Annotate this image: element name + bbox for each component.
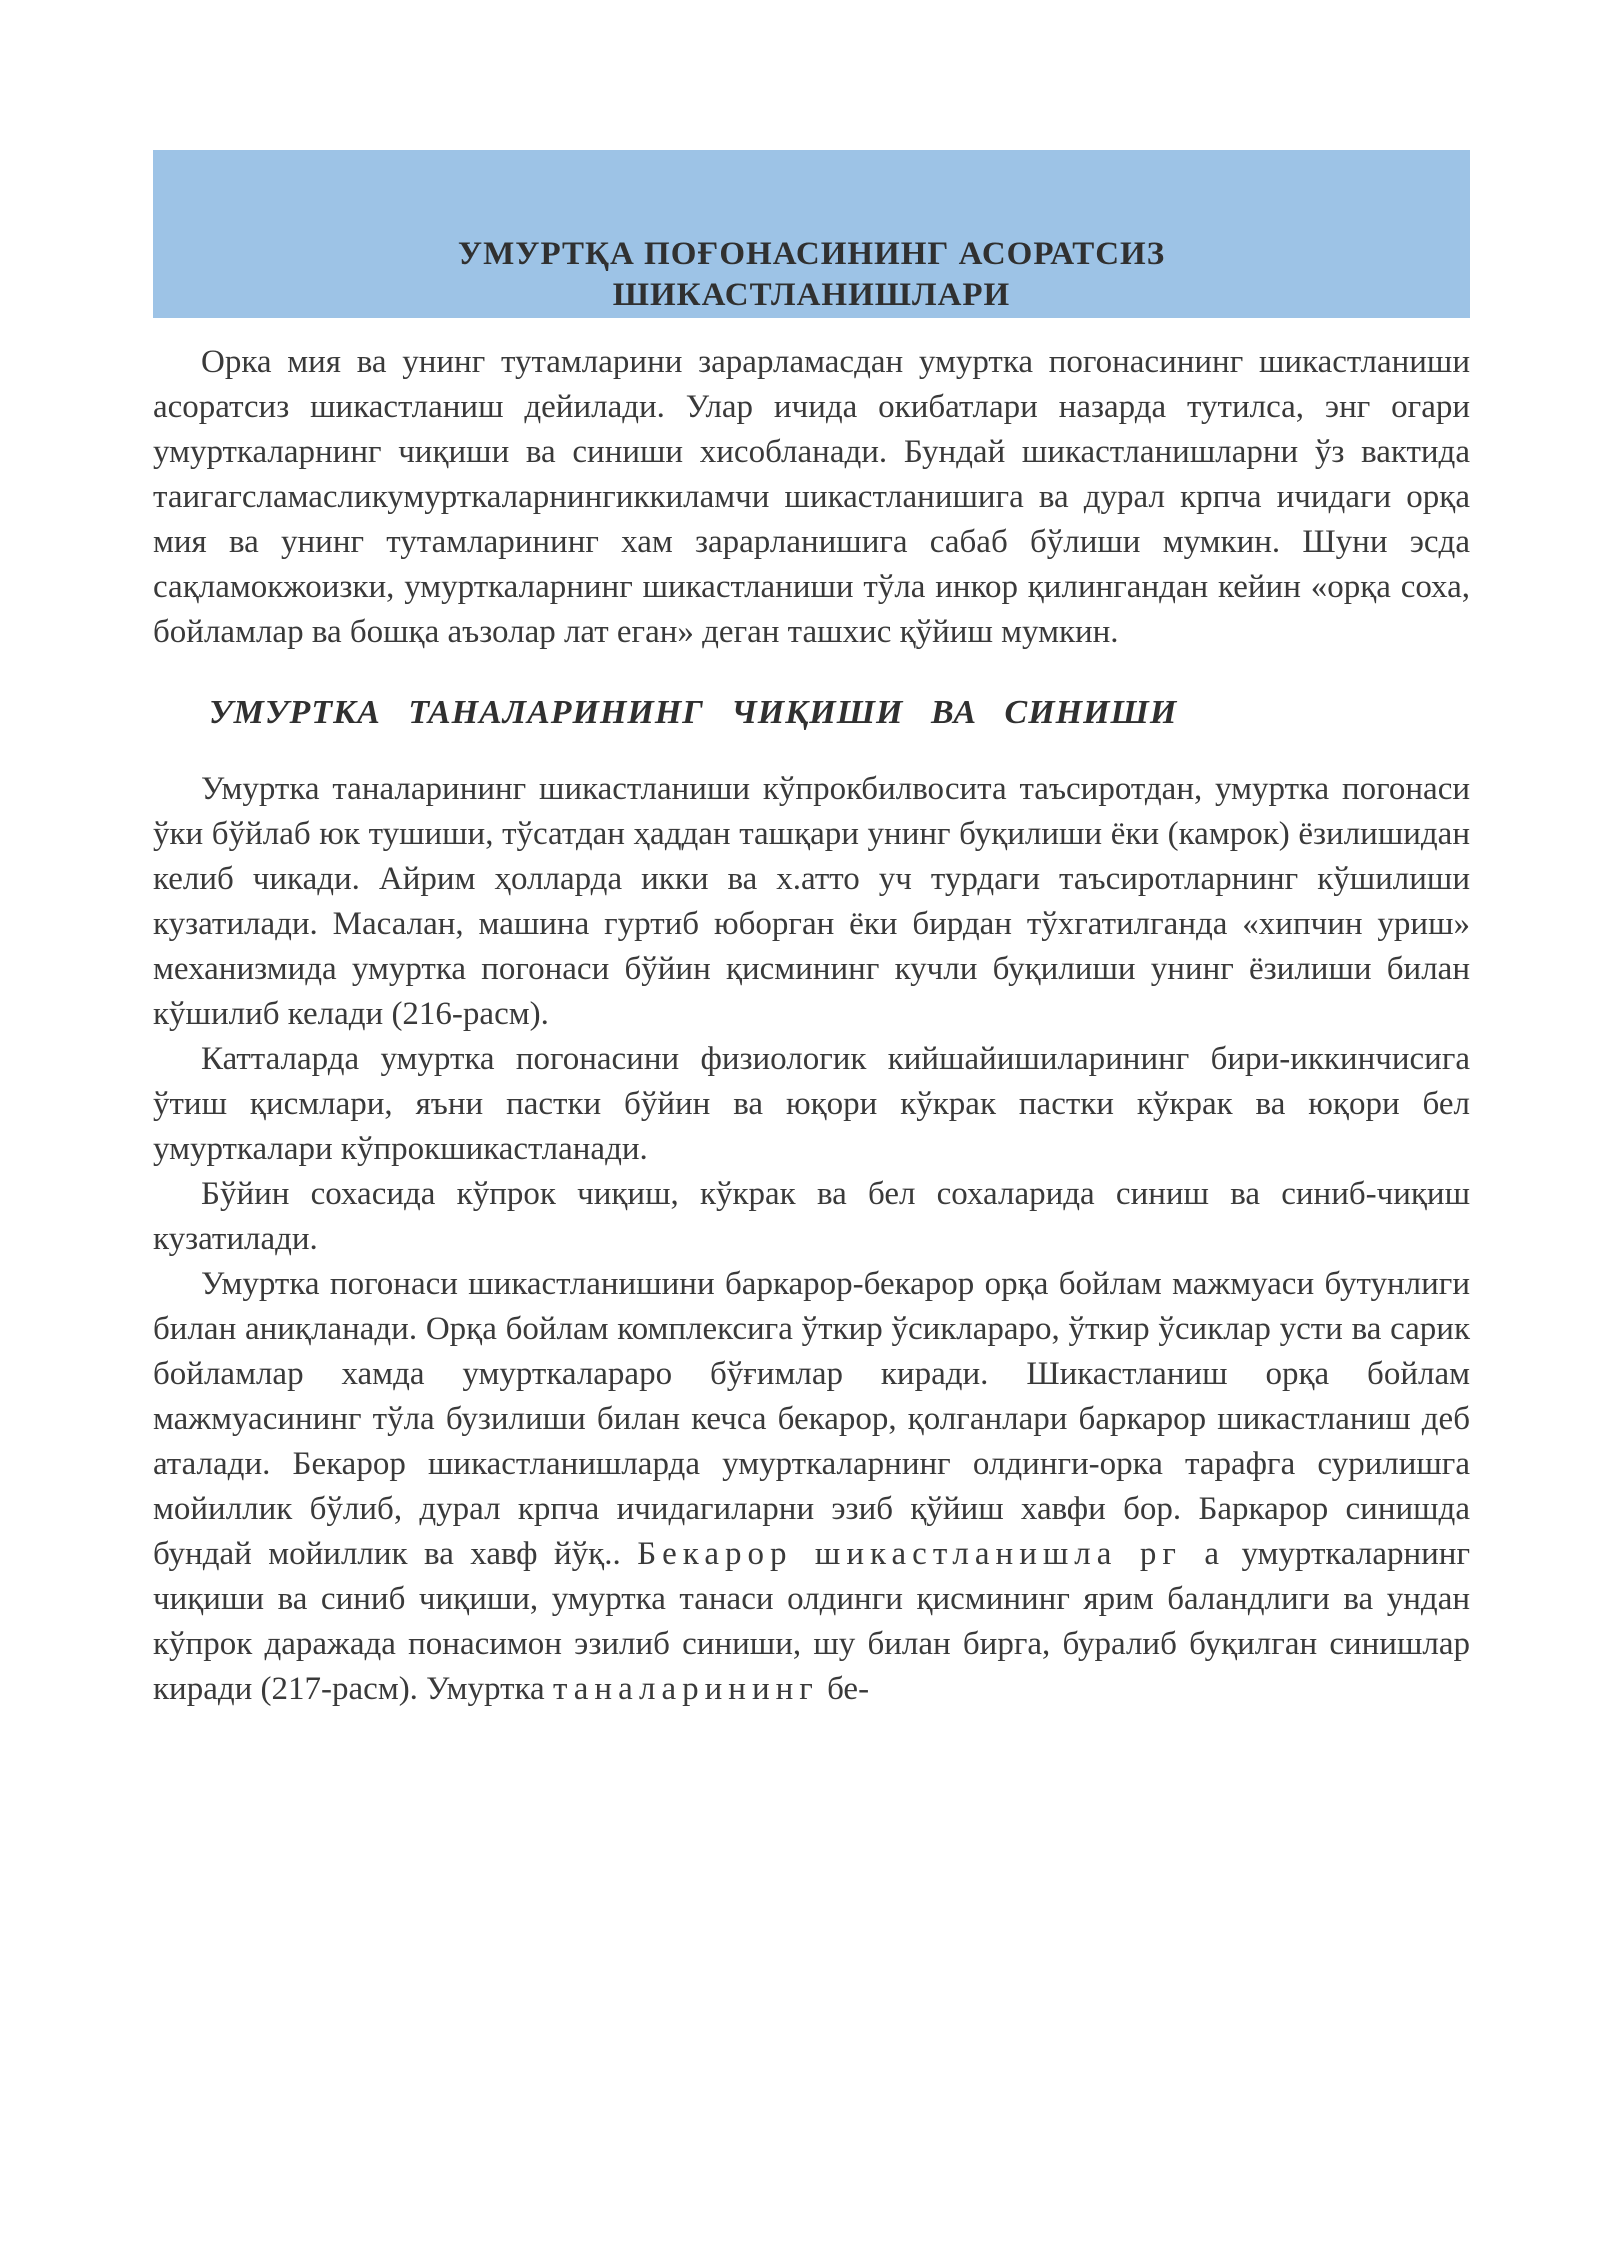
- paragraph-3: Бўйин сохасида кўпрок чиқиш, кўкрак ва бел сохаларида синиш ва синиб-чиқиш кузатилади.: [153, 1176, 1470, 1257]
- section-subheading: УМУРТКА ТАНАЛАРИНИНГ ЧИҚИШИ ВА СИНИШИ: [209, 694, 1178, 731]
- paragraph-2: Катталарда умуртка погонасини физиологик кийшайишиларининг бири-иккинчисига ўтиш қисмлари, яъни пастки бўйин ва юқори кўкрак пастки кўкрак ва юқори бел умурткалари кўпрокшикастланади.: [153, 1041, 1470, 1167]
- paragraph-1: Умуртка таналарининг шикастланиши кўпрокбилвосита таъсиротдан, умуртка погонаси ўки бўйлаб юк тушиши, тўсатдан ҳаддан ташқари унинг буқилиши ёки (камрок) ёзилишидан келиб чикади. Айрим ҳолларда икки ва х.атто уч турдаги таъсиротларнинг кўшилиши кузатилади. Масалан, машина гуртиб юборган ёки бирдан тўхгатилганда «хипчин уриш» механизмида умуртка погонаси бўйин қисмининг кучли буқилиши унинг ёзилиши билан кўшилиб келади (216-расм).: [153, 771, 1470, 1032]
- paragraph-4-spaced-1: Бекарор шикастланишла рг а: [637, 1536, 1225, 1572]
- document-page: [153, 150, 1470, 1712]
- paragraph-4-main: Умуртка погонаси шикастланишини баркарор-бекарор орқа бойлам мажмуаси бутунлиги билан аниқланади. Орқа бойлам комплексига ўткир ўсикларaро, ўткир ўсиклар усти ва сарик бойламлар хамда умурткалараро бўғимлар киради. Шикастланиш орқа бойлам мажмуасининг тўла бузилиши билан кечса бекарор, қолганлари баркарор шикастланиш деб аталади. Бекарор шикастланишларда умурткаларнинг олдинги-орка тарафга сурилишга мойиллик бўлиб, дурал крпча ичидагиларни эзиб қўйиш хавфи бор. Баркарор синишда бундай мойиллик ва хавф йўқ..: [153, 1266, 1470, 1572]
- paragraph-4-rest: умурткаларнинг чиқиши ва синиб чиқиши, умуртка танаси олдинги қисмининг ярим баландлиги ва ундан кўпрок даражада понасимон эзилиб синиши, шу билан бирга, буралиб буқилган синишлар киради (217-расм). Умуртка: [153, 1536, 1471, 1707]
- paragraph-4-end: бе-: [827, 1671, 870, 1707]
- page-title-line-1: УМУРТҚА ПОҒОНАСИНИНГ АСОРАТСИЗ: [457, 236, 1166, 272]
- paragraph-4-spaced-2: таналарининг: [552, 1671, 819, 1707]
- paragraph-4: [153, 1262, 1470, 1712]
- intro-paragraph: Орка мия ва унинг тутамларини зарарламасдан умуртка погонасининг шикастланиши асоратсиз шикастланиш дейилади. Улар ичида окибатлари назарда тутилса, энг огари умурткаларнинг чиқиши ва синиши хисобланади. Бундай шикастланишларни ўз вактида таигагсламасликумурткаларнингиккиламчи шикастланишига ва дурал крпча ичидаги орқа мия ва унинг тутамларининг хам зарарланишига сабаб бўлиши мумкин. Шуни эсда сақламокжоизки, умурткаларнинг шикастланиши тўла инкор қилингандан кейин «орқа соха, бойламлар ва бошқа аъзолар лат еган» деган ташхис қўйиш мумкин.: [153, 344, 1470, 650]
- page-title-line-2: ШИКАСТЛАНИШЛАРИ: [612, 277, 1011, 313]
- title-banner: [153, 150, 1470, 318]
